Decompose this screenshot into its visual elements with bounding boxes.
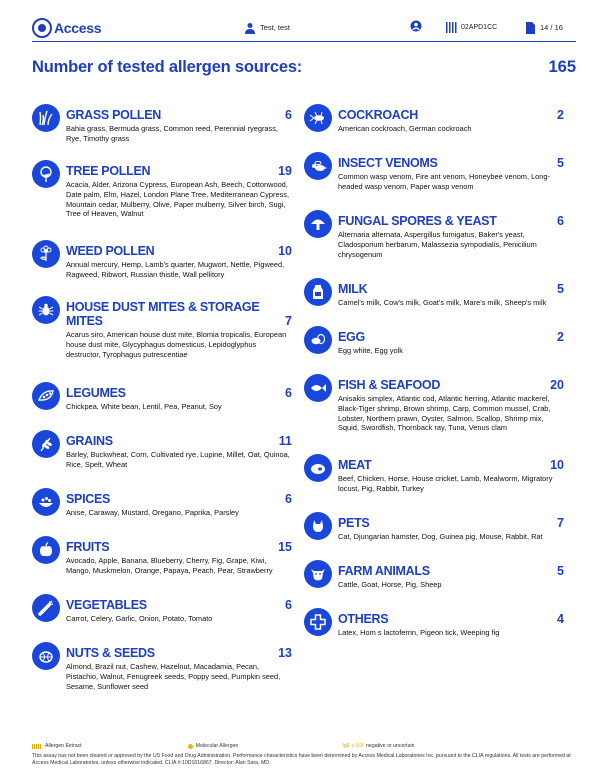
settings-area[interactable]: [410, 19, 446, 37]
category-name: FARM ANIMALS: [338, 564, 430, 578]
legend-negative: IgE ≤ 0.3 negative or uncertain: [342, 743, 415, 749]
molecular-dot-icon: [188, 744, 193, 749]
milk-icon: [304, 278, 332, 306]
wasp-icon: [304, 152, 332, 180]
category-items: Annual mercury, Hemp, Lamb's quarter, Mugwort, Nettle, Pigweed, Ragweed, Ribwort, Russian thistle, Wall pellitory: [66, 260, 285, 279]
category-name: OTHERS: [338, 612, 389, 626]
category-items: Carrot, Celery, Garlic, Onion, Potato, Tomato: [66, 614, 213, 623]
category-name: WEED POLLEN: [66, 244, 155, 258]
category-name: MEAT: [338, 458, 372, 472]
vegetable-icon: [32, 594, 60, 622]
disclaimer: This assay has not been cleared or approved by the US Food and Drug Administration. Performance characteristics have been determined by Access Medical Laboratories Inc. pursuant to the CLIA regulations. All tests are performed at Access Medical Laboratories, unless otherwise indicated. CLIA #:10D1016867. Director: Alan Sara, MD.: [32, 753, 571, 766]
category-count: 6: [285, 492, 292, 506]
cockroach-icon: [304, 104, 332, 132]
category-items: Chickpea, White bean, Lentil, Pea, Peanut, Soy: [66, 402, 222, 411]
mite-icon: [32, 296, 60, 324]
cross-icon: [304, 608, 332, 636]
barcode-icon: [446, 22, 458, 33]
category-count: 5: [557, 156, 564, 170]
legend: [32, 742, 576, 750]
category-name: VEGETABLES: [66, 598, 147, 612]
category-count: 6: [285, 598, 292, 612]
category-items: Cattle, Goat, Horse, Pig, Sheep: [338, 580, 442, 589]
legend-molecular: Molecular Allergen: [188, 743, 239, 749]
grain-icon: [32, 430, 60, 458]
category-name: INSECT VENOMS: [338, 156, 438, 170]
page-indicator: [524, 22, 563, 34]
spice-icon: [32, 488, 60, 516]
category-count: 6: [285, 386, 292, 400]
category-name: TREE POLLEN: [66, 164, 151, 178]
category-name: GRASS POLLEN: [66, 108, 162, 122]
category-items: Beef, Chicken, Horse, House cricket, Lamb, Mealworm, Migratory locust, Pig, Rabbit, Turkey: [338, 474, 553, 493]
brand-logo: [32, 18, 182, 38]
logo-text: Access: [54, 19, 102, 36]
category-name: GRAINS: [66, 434, 113, 448]
document-icon: [524, 22, 536, 34]
category-items: Common wasp venom, Fire ant venom, Honeybee venom, Long-headed wasp venom, Paper wasp venom: [338, 172, 550, 191]
category-items: Barley, Buckwheat, Corn, Cultivated rye, Lupine, Millet, Oat, Quinoa, Rice, Spelt, Wheat: [66, 450, 290, 469]
total-count: 165: [548, 58, 576, 76]
meat-icon: [304, 454, 332, 482]
category-name: FUNGAL SPORES & YEAST: [338, 214, 497, 228]
category-items: Acacia, Alder, Arizona Cypress, European Ash, Beech, Cottonwood, Date palm, Elm, Hazel, London Plane Tree, Mediterranean Cypress, Mountain cedar, Mulberry, Olive, Paper mulberry, Silver birch, Sugi, Tree of Heaven, Walnut: [66, 180, 290, 219]
category-items: Acarus siro, American house dust mite, Blomia tropicalis, European house dust mite, Glycyphagus domesticus, Lepidoglyphus destructor, Tyrophagus putrescentiae: [66, 330, 287, 359]
egg-icon: [304, 326, 332, 354]
category-items: Avocado, Apple, Banana, Blueberry, Cherry, Fig, Grape, Kiwi, Mango, Muskmelon, Orange, Papaya, Peach, Pear, Strawberry: [66, 556, 273, 575]
category-name: HOUSE DUST MITES & STORAGE MITES: [66, 300, 260, 328]
patient-name: [244, 22, 384, 34]
category-count: 2: [557, 330, 564, 344]
category-count: 4: [557, 612, 564, 626]
page-indicator-text: 14 / 16: [540, 23, 563, 32]
category-count: 19: [278, 164, 292, 178]
report-header: [32, 14, 576, 42]
category-items: Bahia grass, Bermuda grass, Common reed, Perennial ryegrass, Rye, Timothy grass: [66, 124, 278, 143]
category-count: 15: [278, 540, 292, 554]
category-count: 7: [557, 516, 564, 530]
category-items: Latex, Hom s lactoferrin, Pigeon tick, Weeping fig: [338, 628, 500, 637]
extract-swatch-icon: [32, 744, 42, 749]
tree-icon: [32, 160, 60, 188]
legend-extract: Allergen Extract: [32, 743, 82, 749]
category-items: Egg white, Egg yolk: [338, 346, 403, 355]
page-title: Number of tested allergen sources:: [32, 58, 303, 76]
category-name: EGG: [338, 330, 365, 344]
title-row: [32, 58, 576, 77]
category-name: SPICES: [66, 492, 111, 506]
grass-icon: [32, 104, 60, 132]
category-count: 5: [557, 282, 564, 296]
fruit-icon: [32, 536, 60, 564]
category-count: 6: [285, 108, 292, 122]
category-items: Almond, Brazil nut, Cashew, Hazelnut, Macadamia, Pecan, Pistachio, Walnut, Fenugreek seeds, Poppy seed, Pumpkin seed, Sesame, Sunflower seed: [66, 662, 281, 691]
category-count: 5: [557, 564, 564, 578]
category-items: Anisakis simplex, Atlantic cod, Atlantic herring, Atlantic mackerel, Black-Tiger shrimp, Brown shrimp, Carp, Common mussel, Crab, Lobster, Northern prawn, Oyster, Salmon, Scallop, Shrimp mix, Squid, Swordfish, Thornback ray, Tuna, Venus clam: [338, 394, 551, 433]
category-name: COCKROACH: [338, 108, 418, 122]
flower-icon: [32, 240, 60, 268]
fish-icon: [304, 374, 332, 402]
logo-icon: [32, 18, 52, 38]
category-count: 6: [557, 214, 564, 228]
category-count: 10: [278, 244, 292, 258]
category-count: 2: [557, 108, 564, 122]
person-icon: [244, 22, 256, 34]
category-name: FISH & SEAFOOD: [338, 378, 441, 392]
category-items: Alternaria alternata, Aspergillus fumigatus, Baker's yeast, Cladosporium herbarum, Malassezia sympodialis, Penicilium chrysogenum: [338, 230, 537, 259]
category-items: Anise, Caraway, Mustard, Oregano, Paprika, Parsley: [66, 508, 239, 517]
category-name: FRUITS: [66, 540, 110, 554]
category-name: PETS: [338, 516, 370, 530]
user-circle-icon[interactable]: [410, 20, 422, 32]
sample-id: [446, 22, 512, 33]
category-items: Cat, Djungarian hamster, Dog, Guinea pig, Mouse, Rabbit, Rat: [338, 532, 543, 541]
category-count: 7: [285, 314, 292, 328]
category-items: American cockroach, German cockroach: [338, 124, 472, 133]
patient-name-text: Test, test: [260, 23, 291, 32]
category-name: LEGUMES: [66, 386, 126, 400]
category-count: 10: [550, 458, 564, 472]
cat-icon: [304, 512, 332, 540]
report-footer: [32, 742, 576, 766]
category-count: 11: [278, 434, 292, 448]
category-name: NUTS & SEEDS: [66, 646, 155, 660]
category-name: MILK: [338, 282, 368, 296]
category-count: 20: [550, 378, 564, 392]
mushroom-icon: [304, 210, 332, 238]
sample-id-text: 02APD1CC: [461, 24, 498, 31]
category-items: Camel's milk, Cow's milk, Goat's milk, Mare's milk, Sheep's milk: [338, 298, 547, 307]
legume-icon: [32, 382, 60, 410]
nut-icon: [32, 642, 60, 670]
category-count: 13: [278, 646, 292, 660]
cow-icon: [304, 560, 332, 588]
